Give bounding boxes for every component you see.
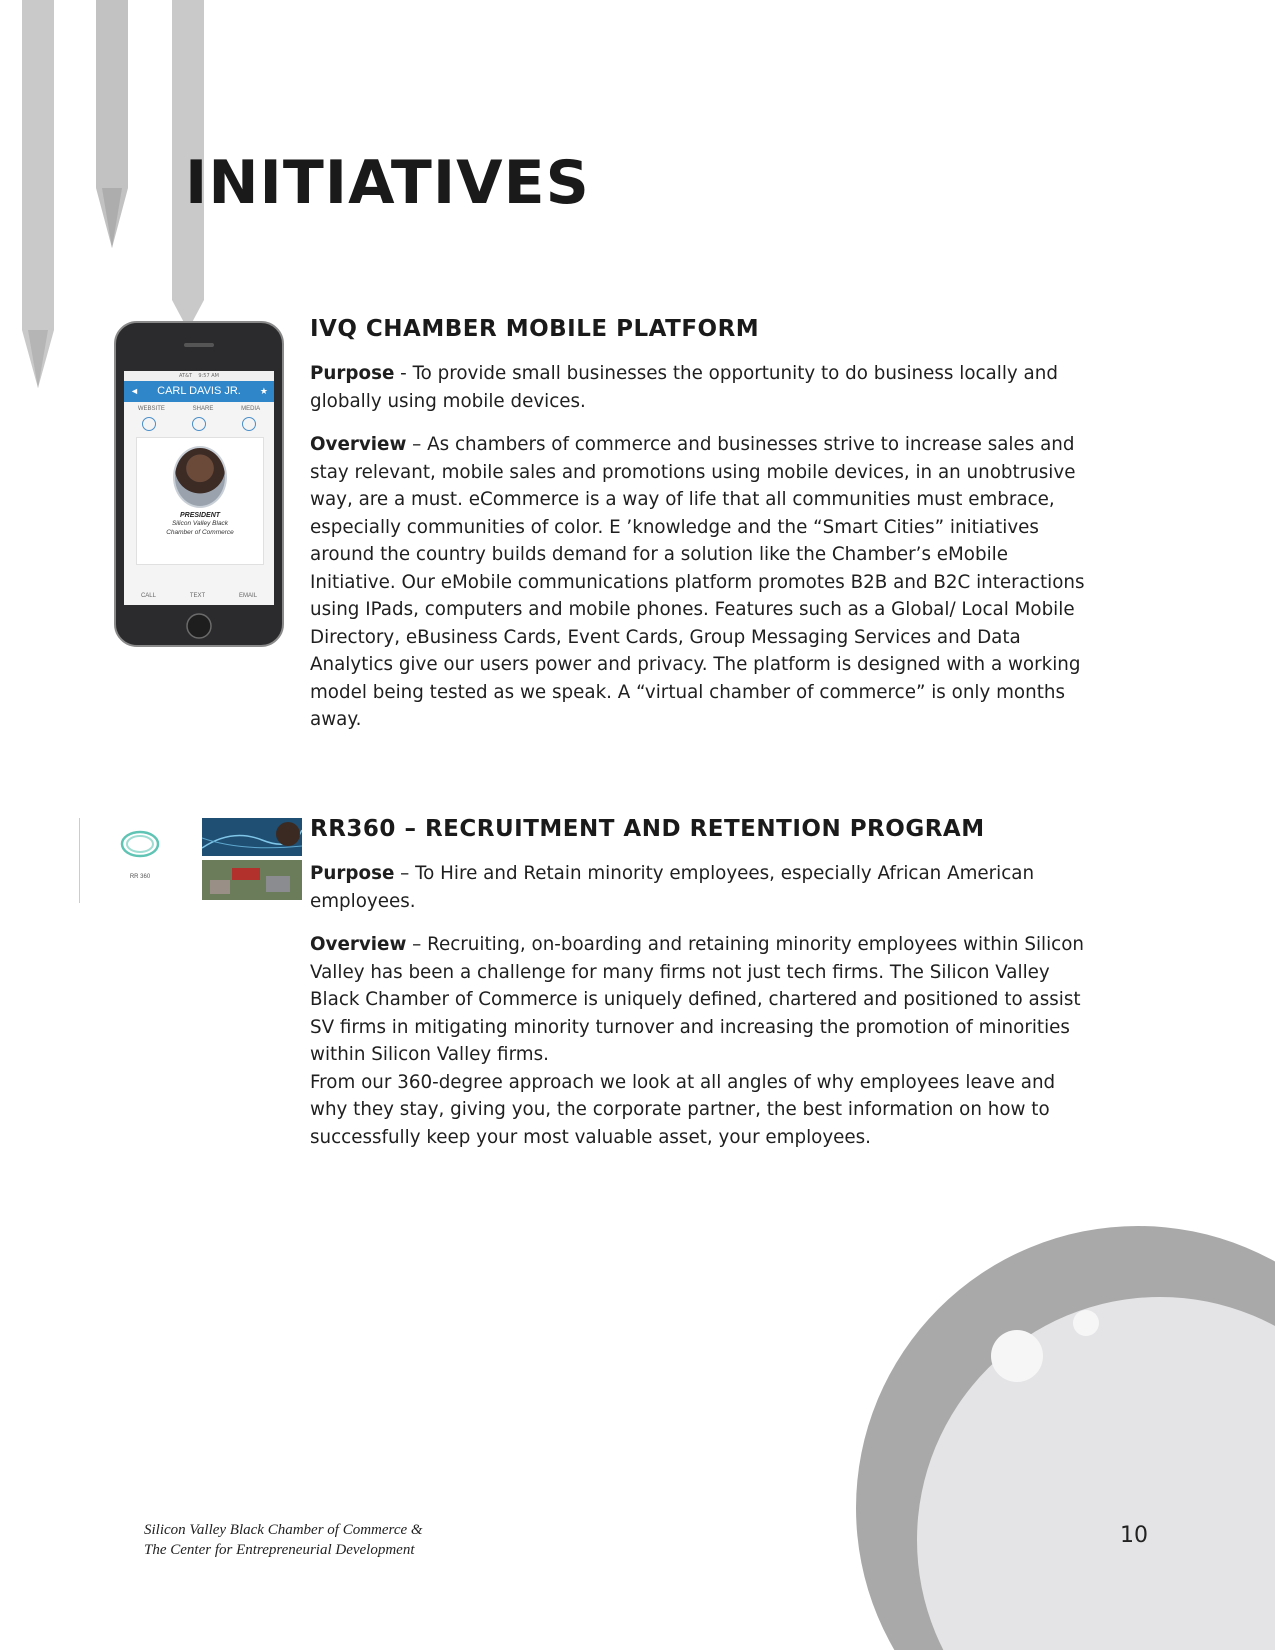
avatar (173, 446, 227, 508)
phone-tab-website: WEBSITE (137, 406, 165, 412)
footer-org-line1: Silicon Valley Black Chamber of Commerce & (144, 1522, 423, 1538)
purpose-text: - To provide small businesses the opportunity to do business locally and globally using mobile devices. (310, 363, 1058, 412)
phone-actions (124, 593, 274, 599)
section-rr360 (310, 816, 1090, 1167)
page-number: 10 (1120, 1523, 1148, 1548)
phone-action-email: EMAIL (239, 593, 258, 599)
overview-paragraph (310, 931, 1090, 1069)
star-icon: ★ (259, 386, 268, 396)
phone-tab-share: SHARE (192, 406, 214, 412)
share-icon (192, 417, 206, 431)
globe-icon (142, 417, 156, 431)
phone-status-bar (124, 371, 274, 381)
section-mobile-platform (310, 316, 1090, 750)
phone-action-call: CALL (140, 593, 156, 599)
phone-tabs (124, 402, 274, 412)
overview-text: – Recruiting, on-boarding and retaining minority employees within Silicon Valley has been a challenge for many firms not just tech firms. The Silicon Valley Black Chamber of Commerce is uniquely defined, chartered and positioned to assist SV firms in mitigating minority turnover and increasing the promotion of minorities within Silicon Valley firms. (310, 934, 1084, 1065)
purpose-paragraph (310, 360, 1090, 415)
phone-profile-card (136, 437, 264, 565)
phone-action-text: TEXT (189, 593, 206, 599)
purpose-text: – To Hire and Retain minority employees, especially African American employees. (310, 863, 1035, 912)
phone-time: 9:57 AM (198, 373, 219, 379)
footer-org-line2: The Center for Entrepreneurial Development (144, 1542, 415, 1558)
phone-org-line2: Chamber of Commerce (166, 529, 234, 536)
phone-carrier: AT&T (179, 373, 193, 379)
phone-tab-media: MEDIA (241, 406, 261, 412)
phone-contact-name: CARL DAVIS JR. (157, 385, 241, 397)
phone-tab-icons (124, 412, 274, 431)
bubble-decoration (856, 1226, 1275, 1650)
section-heading: RR360 – RECRUITMENT AND RETENTION PROGRAM (310, 816, 985, 842)
purpose-paragraph (310, 860, 1090, 915)
section-heading: IVQ CHAMBER MOBILE PLATFORM (310, 316, 760, 342)
back-arrow-icon: ◄ (130, 386, 139, 396)
rr360-logo (79, 818, 190, 903)
overview-label: Overview (310, 434, 407, 455)
footer-organization (144, 1520, 423, 1560)
phone-org-line1: Silicon Valley Black (171, 520, 229, 527)
purpose-label: Purpose (310, 863, 395, 884)
purpose-label: Purpose (310, 363, 395, 384)
rr360-photos (202, 818, 302, 900)
phone-screen (124, 371, 274, 605)
play-icon (242, 417, 256, 431)
overview-paragraph (310, 431, 1090, 734)
rr360-logo-caption: RR 360 (129, 874, 151, 880)
overview-label: Overview (310, 934, 407, 955)
phone-mockup-image (114, 321, 284, 647)
overview-paragraph-2: From our 360-degree approach we look at all angles of why employees leave and why they stay, giving you, the corporate partner, the best information on how to successfully keep your most valuable asset, your employees. (310, 1071, 1056, 1148)
phone-role: PRESIDENT (179, 512, 221, 519)
overview-text: – As chambers of commerce and businesses strive to increase sales and stay relevant, mobile sales and promotions using mobile devices, in an unobtrusive way, are a must. eCommerce is a way of life that all communities must embrace, especially communities of color. E ’knowledge and the “Smart Cities” initiatives around the country builds demand for a solution like the Chamber’s eMobile Initiative. Our eMobile communications platform promotes B2B and B2C interactions using IPads, computers and mobile phones. Features such as a Global/ Local Mobile Directory, eBusiness Cards, Event Cards, Group Messaging Services and Data Analytics give our users power and privacy. The platform is designed with a working model being tested as we speak. A “virtual chamber of commerce” is only months away. (310, 434, 1085, 730)
page-title: INITIATIVES (185, 148, 590, 218)
phone-header-bar (124, 381, 274, 402)
